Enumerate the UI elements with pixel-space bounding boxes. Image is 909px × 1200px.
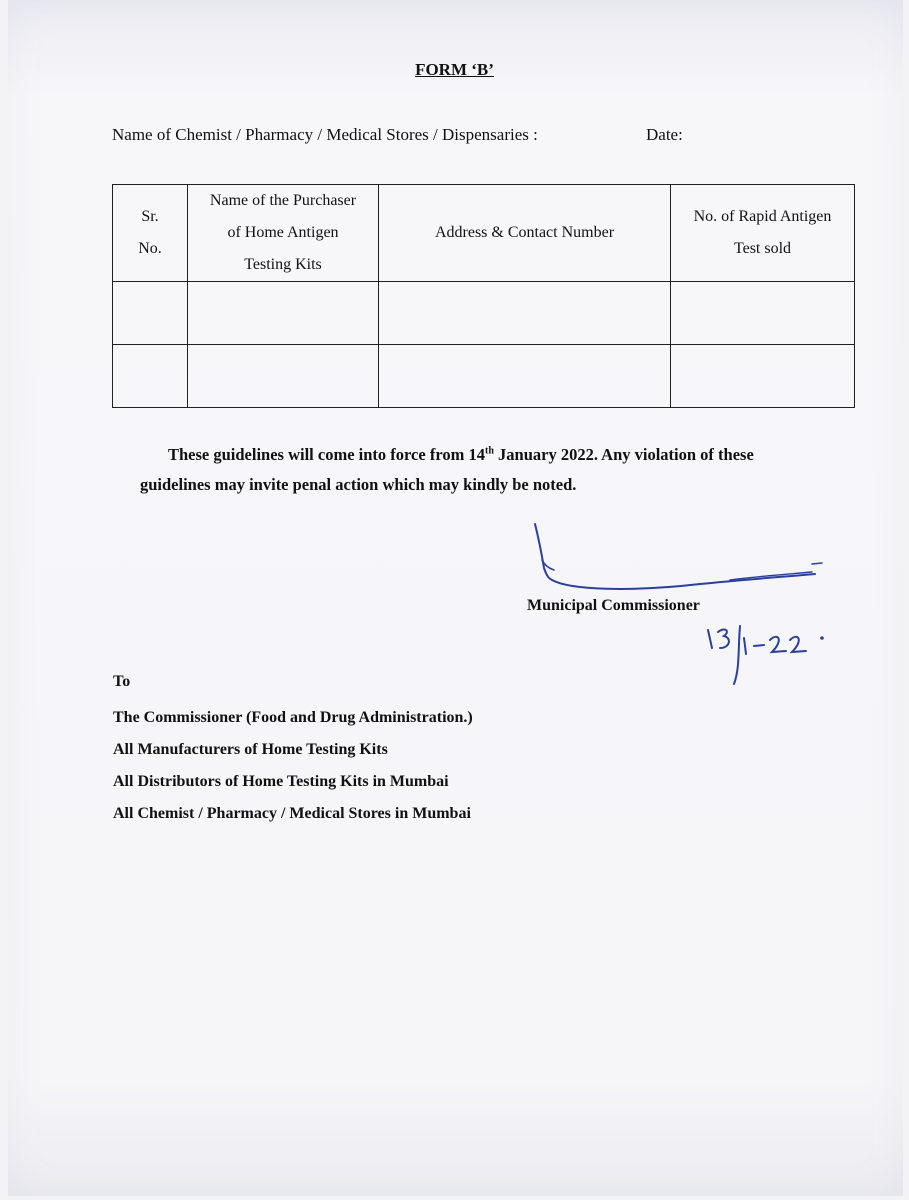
recipient-item: All Manufacturers of Home Testing Kits (113, 741, 388, 758)
recipient-item: The Commissioner (Food and Drug Administration.) (113, 709, 473, 726)
table-row (113, 345, 855, 408)
recipient-item: All Distributors of Home Testing Kits in Mumbai (113, 773, 449, 790)
form-title: FORM ‘B’ (415, 60, 494, 79)
table-cell (188, 345, 379, 408)
table-cell (671, 345, 855, 408)
signatory-title: Municipal Commissioner (527, 597, 700, 614)
table-cell (113, 282, 188, 345)
date-label: Date: (646, 125, 683, 144)
recipients-block (113, 666, 473, 830)
table-cell (379, 345, 671, 408)
signature-image (530, 522, 830, 602)
chemist-name-label: Name of Chemist / Pharmacy / Medical Stores / Dispensaries : (112, 125, 538, 144)
to-label: To (113, 673, 131, 690)
guidelines-line-2: guidelines may invite penal action which may kindly be noted. (140, 475, 577, 494)
table-row (113, 282, 855, 345)
header-tests-sold: No. of Rapid Antigen Test sold (671, 185, 855, 282)
table-cell (379, 282, 671, 345)
table-cell (113, 345, 188, 408)
guidelines-paragraph (140, 440, 840, 500)
guidelines-line-1: These guidelines will come into force from 14th January 2022. Any violation of these (168, 445, 754, 464)
table-header-row (113, 185, 855, 282)
purchaser-register-table (112, 184, 855, 408)
recipient-item: All Chemist / Pharmacy / Medical Stores in Mumbai (113, 805, 471, 822)
header-sr-no: Sr. No. (113, 185, 188, 282)
handwritten-date (700, 618, 840, 688)
header-address-contact: Address & Contact Number (379, 185, 671, 282)
header-purchaser-name: Name of the Purchaser of Home Antigen Testing Kits (188, 185, 379, 282)
table-cell (671, 282, 855, 345)
table-cell (188, 282, 379, 345)
